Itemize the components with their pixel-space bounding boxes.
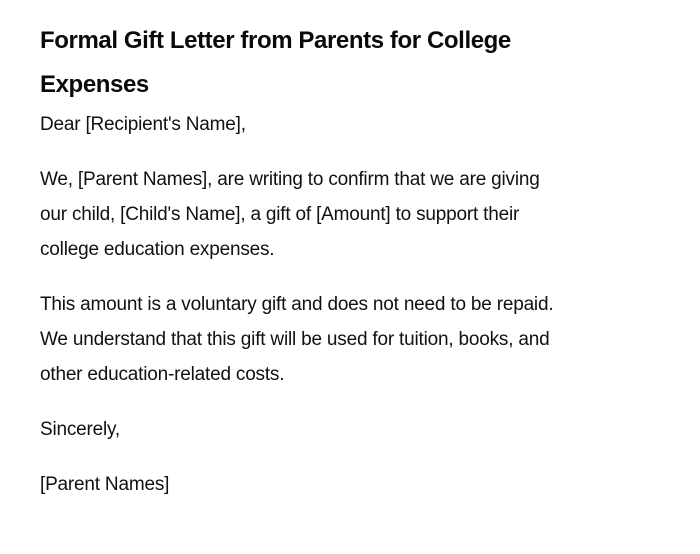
paragraph-line: other education-related costs. bbox=[40, 364, 285, 385]
paragraph-line: We, [Parent Names], are writing to confirm that we are giving bbox=[40, 169, 540, 190]
paragraph-line: We understand that this gift will be used for tuition, books, and bbox=[40, 329, 550, 350]
paragraph-no-repayment bbox=[40, 287, 670, 392]
title-line: Expenses bbox=[40, 71, 149, 98]
closing-text: Sincerely, bbox=[40, 419, 121, 440]
document-title bbox=[40, 19, 670, 107]
paragraph-line: our child, [Child's Name], a gift of [Amount] to support their bbox=[40, 204, 520, 225]
paragraph-gift-confirmation bbox=[40, 162, 670, 267]
paragraph-line: This amount is a voluntary gift and does not need to be repaid. bbox=[40, 294, 554, 315]
closing bbox=[40, 412, 670, 447]
greeting-text: Dear [Recipient's Name], bbox=[40, 114, 246, 135]
signature bbox=[40, 467, 670, 502]
title-line: Formal Gift Letter from Parents for College bbox=[40, 27, 511, 54]
gift-letter-document bbox=[40, 19, 670, 502]
greeting bbox=[40, 107, 670, 142]
paragraph-line: college education expenses. bbox=[40, 239, 275, 260]
signature-text: [Parent Names] bbox=[40, 474, 170, 495]
